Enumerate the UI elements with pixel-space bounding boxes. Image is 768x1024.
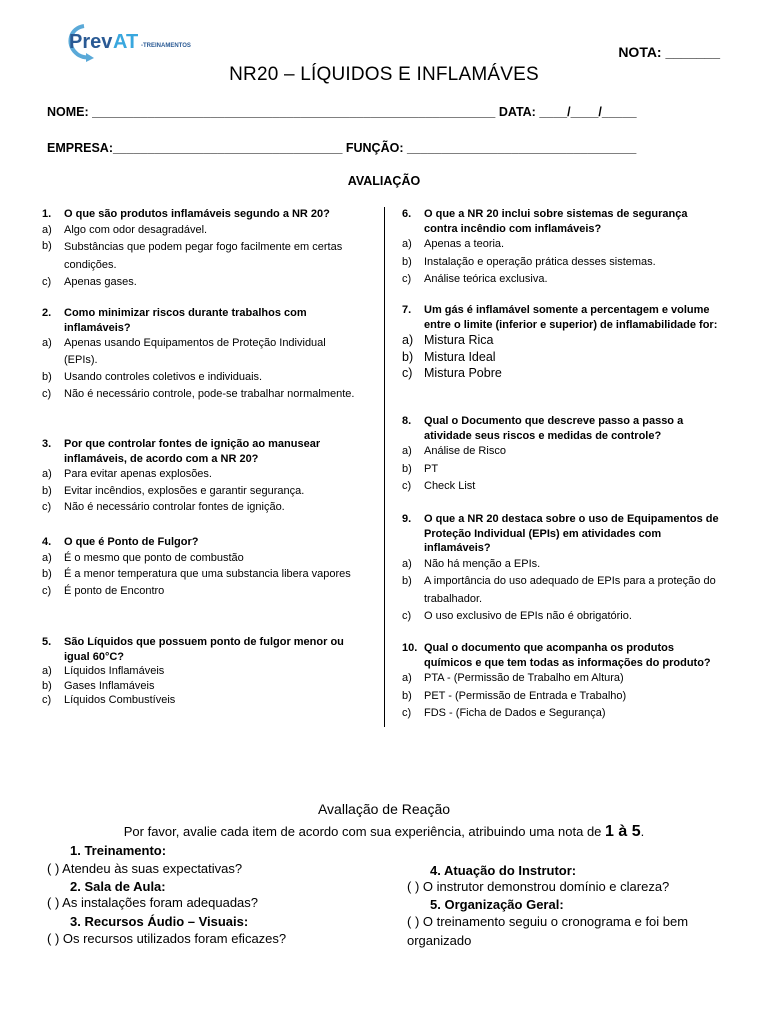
option-letter: a) [402, 333, 414, 347]
option-text: É a menor temperatura que uma substancia libera vapores [64, 568, 351, 580]
column-divider [384, 207, 385, 727]
option-7b[interactable] [402, 349, 724, 366]
option-text: Não há menção a EPIs. [424, 557, 541, 570]
option-text: Líquidos Inflamáveis [64, 665, 165, 677]
question-2 [42, 306, 362, 403]
question-text: Como minimizar riscos durante trabalhos com inflamáveis? [64, 307, 307, 334]
option-letter: c) [42, 501, 52, 513]
option-letter: c) [402, 480, 412, 492]
reacao-intro-end: . [640, 824, 645, 839]
option-9c[interactable] [402, 608, 724, 626]
reacao-question-5[interactable]: ( ) O treinamento seguiu o cronograma e foi bem [407, 914, 689, 929]
option-letter: b) [42, 679, 52, 692]
option-letter: b) [42, 484, 52, 497]
question-number: 4. [42, 536, 52, 548]
option-5c[interactable] [42, 693, 362, 708]
option-text: Apenas gases. [64, 276, 137, 288]
question-9 [402, 512, 724, 626]
reacao-heading-1: 1. Treinamento: [70, 843, 167, 858]
prevat-logo [66, 22, 206, 64]
option-text: FDS - (Ficha de Dados e Segurança) [424, 707, 606, 719]
option-text: Apenas usando Equipamentos de Proteção Individual (EPIs). [64, 337, 326, 366]
option-letter: a) [42, 223, 52, 236]
option-letter: b) [42, 371, 52, 383]
reacao-heading-5: 5. Organização Geral: [430, 897, 564, 912]
option-letter: c) [402, 366, 413, 380]
question-number: 6. [402, 208, 412, 220]
page-title: NR20 – LÍQUIDOS E INFLAMÁVES [229, 64, 539, 85]
question-1 [42, 207, 362, 291]
option-text: Análise teórica exclusiva. [424, 273, 548, 285]
prevat-logo-graphic [66, 22, 206, 64]
option-letter: b) [42, 568, 52, 580]
section-title: AVALIAÇÃO [347, 174, 421, 188]
option-6b[interactable] [402, 254, 724, 272]
reacao-scale: 1 à 5 [605, 823, 641, 840]
question-6 [402, 207, 724, 289]
option-letter: a) [402, 672, 412, 684]
reacao-intro-text: Por favor, avalie cada item de acordo com sua experiência, atribuindo uma nota de [123, 824, 602, 839]
nome-data-line[interactable]: NOME: __________________________________________________________ DATA: ____/____/_____ [47, 105, 637, 119]
option-letter: c) [42, 585, 52, 597]
option-text: A importância do uso adequado de EPIs para a proteção do trabalhador. [424, 575, 716, 605]
option-text: É o mesmo que ponto de combustão [64, 551, 244, 564]
option-text: Mistura Rica [424, 333, 494, 347]
option-letter: c) [402, 610, 412, 622]
option-text: Instalação e operação prática desses sistemas. [424, 255, 656, 268]
option-text: É ponto de Encontro [64, 585, 165, 597]
option-text: Check List [424, 480, 476, 492]
option-text: Não é necessário controlar fontes de ignição. [64, 501, 285, 513]
option-letter: b) [402, 349, 414, 364]
option-4a[interactable] [42, 550, 362, 567]
question-number: 9. [402, 513, 412, 525]
option-letter: b) [402, 255, 412, 268]
option-1b[interactable] [42, 238, 362, 274]
option-3c[interactable] [42, 499, 362, 516]
reacao-heading-3: 3. Recursos Áudio – Visuais: [70, 914, 249, 929]
reacao-question-2[interactable]: ( ) As instalações foram adequadas? [47, 895, 259, 910]
option-text: O uso exclusivo de EPIs não é obrigatório. [424, 610, 632, 622]
option-8a[interactable] [402, 443, 724, 461]
question-text: São Líquidos que possuem ponto de fulgor menor ou igual 60°C? [64, 636, 344, 663]
option-7a[interactable] [402, 332, 724, 349]
option-5b[interactable] [42, 679, 362, 694]
reacao-heading-2: 2. Sala de Aula: [70, 879, 166, 894]
option-letter: a) [402, 445, 412, 457]
question-text: O que é Ponto de Fulgor? [64, 536, 199, 548]
option-letter: c) [42, 276, 52, 288]
question-4 [42, 535, 362, 600]
option-2b[interactable] [42, 369, 362, 386]
option-text: Gases Inflamáveis [64, 679, 155, 692]
reacao-question-3[interactable]: ( ) Os recursos utilizados foram eficazes? [47, 931, 287, 946]
question-text: O que a NR 20 inclui sobre sistemas de segurança contra incêndio com inflamáveis? [424, 208, 688, 235]
option-10c[interactable] [402, 705, 724, 723]
reacao-question-5-cont: organizado [407, 933, 472, 948]
question-number: 3. [42, 438, 52, 450]
question-text: Qual o documento que acompanha os produtos químicos e que tem todas as informações do produto? [424, 642, 711, 669]
option-letter: a) [42, 337, 52, 349]
question-number: 8. [402, 415, 412, 427]
option-text: Não é necessário controle, pode-se trabalhar normalmente. [64, 387, 355, 400]
question-number: 1. [42, 208, 52, 220]
option-text: Evitar incêndios, explosões e garantir segurança. [64, 484, 305, 497]
option-text: Usando controles coletivos e individuais. [64, 371, 263, 383]
question-number: 2. [42, 307, 52, 319]
option-text: Análise de Risco [424, 445, 506, 457]
option-3b[interactable] [42, 483, 362, 500]
option-letter: c) [42, 694, 52, 706]
reacao-question-1[interactable]: ( ) Atendeu às suas expectativas? [47, 861, 243, 876]
option-text: PET - (Permissão de Entrada e Trabalho) [424, 689, 627, 702]
option-3a[interactable] [42, 466, 362, 483]
option-letter: c) [42, 387, 52, 400]
option-6a[interactable] [402, 236, 724, 254]
logo-sub: -TREINAMENTOS [141, 43, 191, 49]
question-number: 5. [42, 636, 52, 648]
option-letter: b) [42, 240, 52, 252]
question-text: O que a NR 20 destaca sobre o uso de Equipamentos de Proteção Individual (EPIs) em atividades com inflamáveis? [424, 513, 719, 554]
option-6c[interactable] [402, 271, 724, 289]
option-10b[interactable] [402, 688, 724, 706]
option-letter: a) [42, 665, 52, 677]
question-7 [402, 303, 724, 382]
option-8b[interactable] [402, 461, 724, 479]
reacao-intro [0, 823, 768, 841]
question-8 [402, 414, 724, 496]
question-text: Qual o Documento que descreve passo a passo a atividade seus riscos e medidas de controle? [424, 415, 684, 442]
option-letter: c) [402, 707, 412, 719]
question-number: 10. [402, 642, 418, 654]
logo-at: AT [113, 31, 139, 53]
reacao-title: Avallação de Reação [317, 801, 451, 817]
option-text: Para evitar apenas explosões. [64, 468, 212, 480]
option-letter: c) [402, 273, 412, 285]
option-9b[interactable] [402, 573, 724, 608]
option-text: PTA - (Permissão de Trabalho em Altura) [424, 672, 624, 684]
logo-prev: Prev [69, 31, 113, 53]
option-letter: b) [402, 689, 412, 702]
question-text: Um gás é inflamável somente a percentagem e volume entre o limite (inferior e superior) de inflamabilidade for: [424, 304, 718, 331]
option-text: Líquidos Combustíveis [64, 694, 176, 706]
option-letter: a) [42, 551, 52, 564]
empresa-funcao-line[interactable]: EMPRESA:_________________________________ FUNÇÃO: _________________________________ [47, 141, 637, 155]
option-2c[interactable] [42, 386, 362, 403]
question-text: Por que controlar fontes de ignição ao manusear inflamáveis, de acordo com a NR 20? [64, 438, 321, 465]
option-letter: a) [402, 238, 412, 250]
option-8c[interactable] [402, 478, 724, 496]
option-text: Algo com odor desagradável. [64, 223, 208, 236]
question-10 [402, 641, 724, 723]
reacao-heading-4: 4. Atuação do Instrutor: [430, 863, 577, 878]
option-letter: a) [402, 557, 412, 570]
option-text: Mistura Pobre [424, 366, 502, 380]
option-1a[interactable] [42, 222, 362, 239]
option-7c[interactable] [402, 365, 724, 382]
option-letter: b) [402, 462, 412, 475]
option-text: PT [424, 462, 439, 475]
option-letter: a) [42, 468, 52, 480]
option-4c[interactable] [42, 583, 362, 600]
reacao-question-4[interactable]: ( ) O instrutor demonstrou domínio e clareza? [407, 879, 670, 894]
option-4b[interactable] [42, 566, 362, 583]
option-text: Substâncias que podem pegar fogo facilmente em certas condições. [64, 241, 343, 271]
option-10a[interactable] [402, 670, 724, 688]
question-3 [42, 437, 362, 516]
question-number: 7. [402, 304, 412, 316]
question-5 [42, 635, 362, 708]
option-text: Apenas a teoria. [424, 238, 505, 250]
option-5a[interactable] [42, 664, 362, 679]
question-text: O que são produtos inflamáveis segundo a NR 20? [64, 208, 330, 220]
option-2a[interactable] [42, 335, 362, 369]
nota-field[interactable]: NOTA: _______ [618, 44, 720, 60]
option-9a[interactable] [402, 556, 724, 574]
option-text: Mistura Ideal [424, 349, 496, 364]
option-1c[interactable] [42, 274, 362, 291]
option-letter: b) [402, 575, 412, 587]
